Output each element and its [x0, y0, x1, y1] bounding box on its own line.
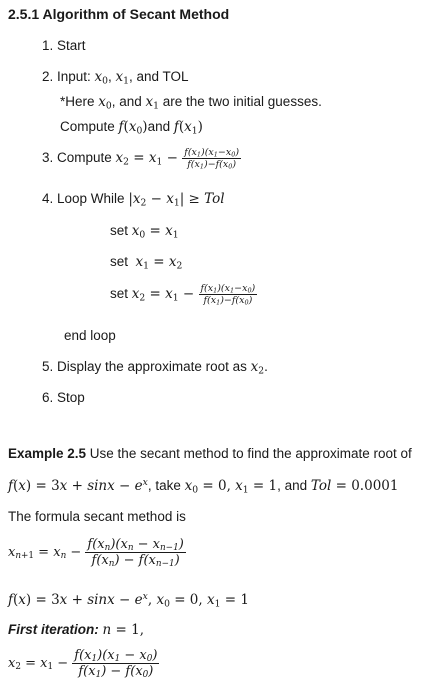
general-secant-formula: $x_{n+1} = x_n$ − $\frac{f(x_n)(x_n - x_{n-1})}{f(x_n) - f(x_{n-1})}$: [8, 537, 184, 570]
step-3: 3. Compute $x_2 = x_1$ − $\frac{f(x_1)(x_1-x_0)}{f(x_1)-f(x_0)}$: [42, 147, 240, 171]
take-word: , take: [147, 478, 185, 493]
example-heading: [8, 446, 412, 461]
formula-intro: The formula secant method is: [8, 509, 186, 524]
note-text-b: , and: [111, 94, 146, 109]
step-4: 4. Loop While $|x_2 - x_1|$ ≥ Tol: [42, 191, 225, 209]
step-2-label: 2. Input:: [42, 69, 95, 84]
loop-set-x0: set $x_0 = x_1$: [110, 223, 179, 241]
set-word: set: [110, 254, 132, 269]
and-word: and: [147, 119, 174, 134]
first-iteration-fraction: $\frac{f(x_1)(x_1 - x_0)}{f(x_1) - f(x_0)}$: [74, 648, 158, 681]
section-title: 2.5.1 Algorithm of Secant Method: [8, 6, 230, 22]
step-3-label: 3. Compute: [42, 150, 116, 166]
general-fraction: $\frac{f(x_n)(x_n - x_{n-1})}{f(x_n) - f(x_{n-1})}$: [87, 537, 184, 570]
step-2-note: *Here $x_0$, and $x_1$ are the two initial guesses.: [60, 94, 322, 112]
compute-label: Compute: [60, 119, 119, 134]
first-iteration-formula: $x_2 = x_1$ − $\frac{f(x_1)(x_1 - x_0)}{f(x_1) - f(x_0)}$: [8, 648, 158, 681]
secant-fraction: $\frac{f(x_1)(x_1-x_0)}{f(x_1)-f(x_0)}$: [184, 147, 240, 171]
loop-set-x2: set $x_2 = x_1$ − $\frac{f(x_1)(x_1-x_0)}{f(x_1)-f(x_0)}$: [110, 283, 256, 307]
step-2-tail: , and TOL: [129, 69, 189, 84]
first-iteration-value: 1,: [131, 622, 145, 638]
example-function-restated: $f(x) = 3x + \sin x - e^x$, $x_0 = 0$, $x_1 = 1$: [8, 590, 249, 610]
example-text: Use the secant method to find the approximate root of: [86, 446, 412, 461]
set-word: set: [110, 286, 132, 302]
step-1: 1. Start: [42, 38, 86, 53]
first-iteration-label: First iteration:: [8, 622, 99, 637]
and-word: , and: [277, 478, 311, 493]
tol-value: 0.0001: [351, 478, 399, 494]
note-text-c: are the two initial guesses.: [158, 94, 322, 109]
loop-secant-fraction: $\frac{f(x_1)(x_1-x_0)}{f(x_1)-f(x_0)}$: [200, 283, 256, 307]
step-2-compute: Compute $f(x_0)and$ $f(x_1)$: [60, 119, 203, 137]
step-4-label: 4. Loop While: [42, 191, 129, 206]
step-2: 2. Input: $x_0$, $x_1$, and TOL: [42, 69, 189, 87]
first-iteration: First iteration: n = 1,: [8, 622, 145, 638]
end-loop: end loop: [64, 328, 116, 343]
loop-set-x1: set $x_1 = x_2$: [110, 254, 183, 272]
example-label: Example 2.5: [8, 446, 87, 461]
note-text-a: *Here: [60, 94, 99, 109]
step-6: 6. Stop: [42, 390, 85, 405]
example-function: $f(x) = 3x + \sin x - e^x$, take $x_0 = 0$, $x_1 = 1$, and Tol = 0.0001: [8, 476, 399, 496]
step-5-label: 5. Display the approximate root as: [42, 359, 251, 374]
step-5: 5. Display the approximate root as $x_2$.: [42, 359, 268, 377]
set-word: set: [110, 223, 132, 238]
